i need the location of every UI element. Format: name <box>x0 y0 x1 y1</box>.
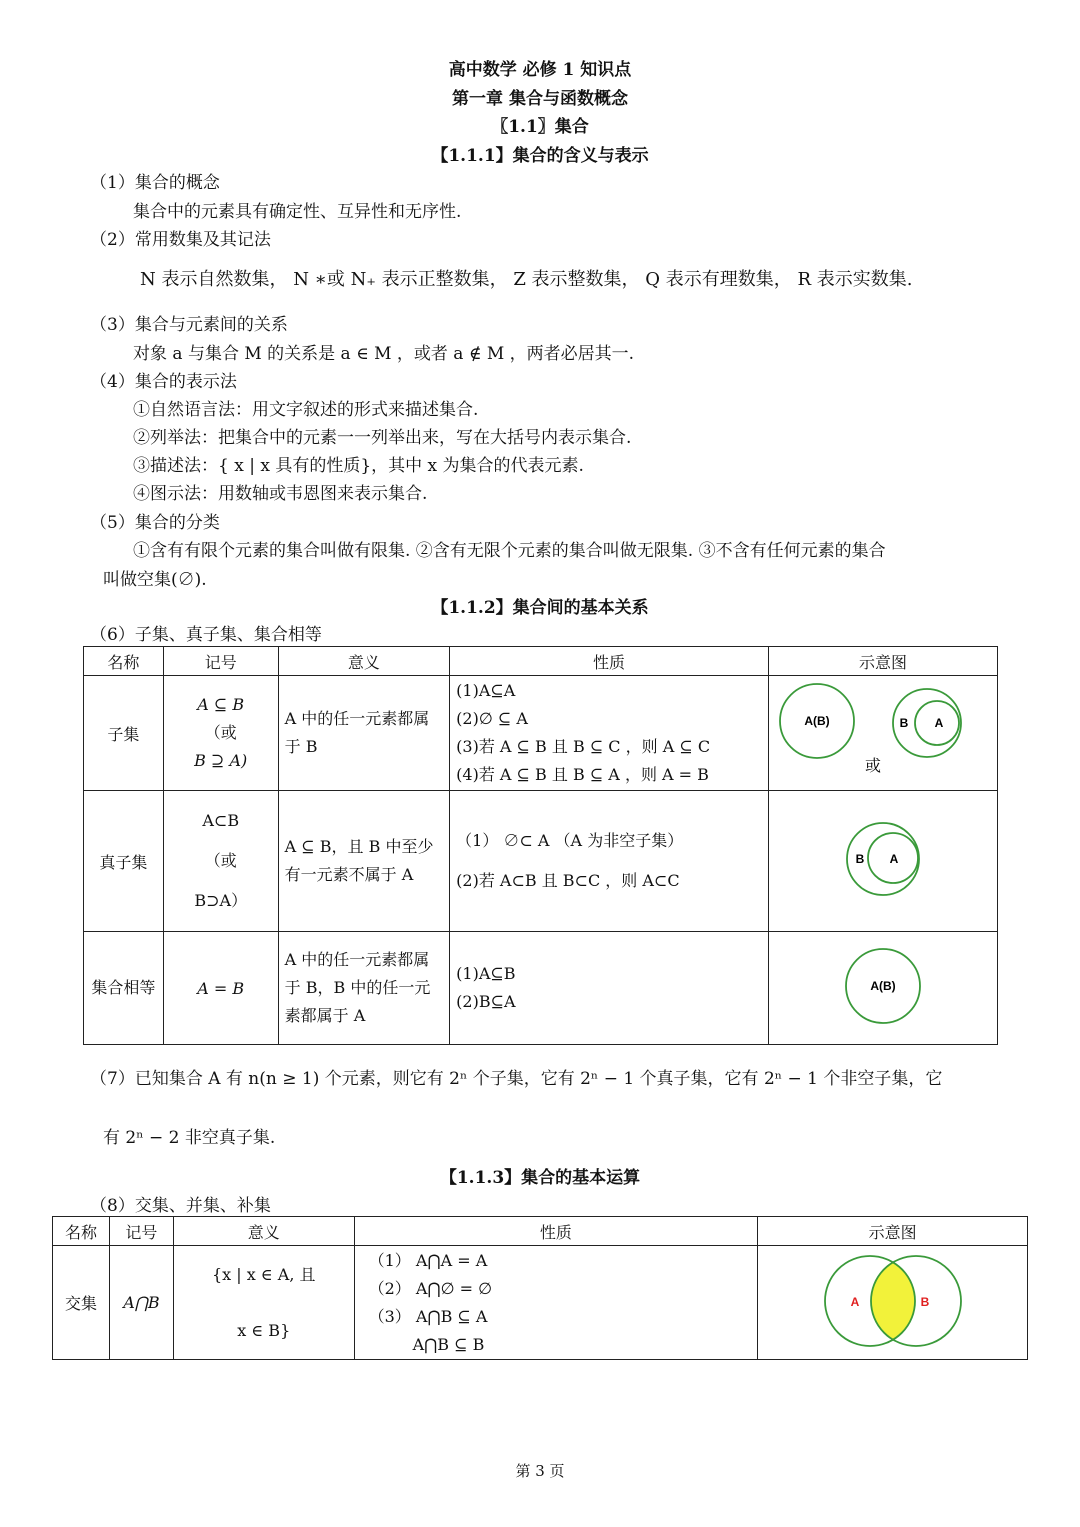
header-name: 名称 <box>53 1217 110 1246</box>
subset-relations-table <box>83 646 998 1045</box>
page-number: 第 3 页 <box>515 1462 565 1480</box>
row-diagram <box>768 791 997 932</box>
p5-line2: 叫做空集(∅). <box>103 570 207 590</box>
p3-title: （3）集合与元素间的关系 <box>90 315 288 335</box>
row-notation: A⋂B <box>109 1246 173 1360</box>
subsection-title-111: 【1.1.1】集合的含义与表示 <box>431 146 649 166</box>
p1-text: 集合中的元素具有确定性、互异性和无序性. <box>133 202 462 222</box>
intersection-venn-diagram <box>818 1249 968 1353</box>
row-meaning: A 中的任一元素都属于 B，B 中的任一元素都属于 A <box>278 932 450 1045</box>
subsection-title-113: 【1.1.3】集合的基本运算 <box>439 1168 641 1188</box>
row-notation: A = B <box>163 932 278 1045</box>
row-meaning: A 中的任一元素都属于 B <box>278 676 450 791</box>
p4-line3: ③描述法：{ x | x 具有的性质}，其中 x 为集合的代表元素. <box>133 456 584 476</box>
row-diagram <box>758 1246 1028 1360</box>
p7-line1: （7）已知集合 A 有 n(n ≥ 1) 个元素，则它有 2ⁿ 个子集，它有 2ⁿ − 1 个真子集，它有 2ⁿ − 1 个非空子集，它 <box>90 1069 943 1089</box>
row-meaning: A ⊆ B，且 B 中至少有一元素不属于 A <box>278 791 450 932</box>
p2-title: （2）常用数集及其记法 <box>90 230 271 250</box>
header-meaning: 意义 <box>278 647 450 676</box>
subsection-title-112: 【1.1.2】集合间的基本关系 <box>431 598 649 618</box>
proper-subset-venn-diagram <box>823 814 943 904</box>
header-name: 名称 <box>84 647 164 676</box>
row-properties: （1） ∅⊂ A （A 为非空子集） (2)若 A⊂B 且 B⊂C ，则 A⊂C <box>450 791 769 932</box>
doc-title: 高中数学 必修 1 知识点 <box>448 60 632 80</box>
header-notation: 记号 <box>109 1217 173 1246</box>
p5-line1: ①含有有限个元素的集合叫做有限集. ②含有无限个元素的集合叫做无限集. ③不含有任何元素的集合 <box>133 541 886 561</box>
subset-venn-diagram <box>775 677 990 785</box>
p8-title: （8）交集、并集、补集 <box>90 1196 271 1216</box>
row-name: 集合相等 <box>84 932 164 1045</box>
p3-text: 对象 a 与集合 M 的关系是 a ∈ M ，或者 a ∉ M ，两者必居其一. <box>133 344 635 364</box>
chapter-title: 第一章 集合与函数概念 <box>452 89 628 109</box>
p5-title: （5）集合的分类 <box>90 513 220 533</box>
row-name: 交集 <box>53 1246 110 1360</box>
table-row <box>84 791 998 932</box>
p1-title: （1）集合的概念 <box>90 173 220 193</box>
header-meaning: 意义 <box>173 1217 354 1246</box>
header-properties: 性质 <box>450 647 769 676</box>
header-diagram: 示意图 <box>758 1217 1028 1246</box>
table-row <box>84 932 998 1045</box>
label-b: B <box>855 852 865 866</box>
label-a-b: A(B) <box>870 979 896 993</box>
label-a: A <box>850 1294 859 1309</box>
row-name: 子集 <box>84 676 164 791</box>
label-b: B <box>920 1294 929 1309</box>
header-properties: 性质 <box>354 1217 758 1246</box>
p4-line4: ④图示法：用数轴或韦恩图来表示集合. <box>133 484 428 504</box>
row-notation: A⊂B （或 B⊃A） <box>163 791 278 932</box>
table-header-row <box>84 647 998 676</box>
label-b: B <box>900 716 909 730</box>
p4-line2: ②列举法：把集合中的元素一一列举出来，写在大括号内表示集合. <box>133 428 632 448</box>
p2-text: N 表示自然数集， N ∗或 N₊ 表示正整数集， Z 表示整数集， Q 表示有理数集， R 表示实数集. <box>140 269 913 290</box>
equal-sets-venn-diagram <box>838 941 928 1031</box>
row-meaning: {x | x ∈ A, 且 x ∈ B} <box>173 1246 354 1360</box>
set-operations-table <box>52 1216 1028 1360</box>
row-name: 真子集 <box>84 791 164 932</box>
label-a-b: A(B) <box>804 714 831 728</box>
table-row <box>84 676 998 791</box>
row-notation: A ⊆ B （或 B ⊇ A) <box>163 676 278 791</box>
header-notation: 记号 <box>163 647 278 676</box>
p6-title: （6）子集、真子集、集合相等 <box>90 625 322 645</box>
row-diagram <box>768 932 997 1045</box>
p4-line1: ①自然语言法：用文字叙述的形式来描述集合. <box>133 400 479 420</box>
row-diagram <box>768 676 997 791</box>
table-row <box>53 1246 1028 1360</box>
section-title: 〖1.1〗集合 <box>491 117 589 137</box>
table-header-row <box>53 1217 1028 1246</box>
label-a: A <box>935 716 944 730</box>
p4-title: （4）集合的表示法 <box>90 372 237 392</box>
row-properties: (1)A⊆A (2)∅ ⊆ A (3)若 A ⊆ B 且 B ⊆ C ，则 A ⊆ C (4)若 A ⊆ B 且 B ⊆ A ，则 A = B <box>450 676 769 791</box>
row-properties: (1)A⊆B (2)B⊆A <box>450 932 769 1045</box>
header-diagram: 示意图 <box>768 647 997 676</box>
row-properties: （1） A⋂A = A （2） A⋂∅ = ∅ （3） A⋂B ⊆ A A⋂B ⊆ B <box>354 1246 758 1360</box>
label-a: A <box>889 852 899 866</box>
label-or: 或 <box>865 756 882 775</box>
p7-line2: 有 2ⁿ − 2 非空真子集. <box>103 1128 276 1148</box>
